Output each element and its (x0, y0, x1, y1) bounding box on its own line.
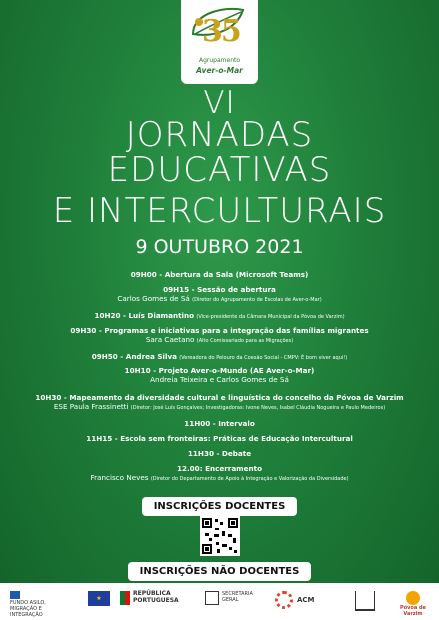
povoa-varzim-logo: Póvoa de Varzim (393, 591, 433, 615)
event-date: 9 OUTUBRO 2021 (135, 236, 304, 258)
logo-number: 35 (202, 14, 240, 49)
republica-portuguesa-logo: REPÚBLICA PORTUGUESA (120, 591, 180, 615)
program-item: 11H00 - Intervalo (184, 419, 255, 428)
sg-icon (205, 591, 219, 605)
program-item: 10H30 - Mapeamento da diversidade cultural e linguística do concelho da Póvoa de Varzim ESE Paula Frassinetti (Diretor: José Luís Gonçalves; Investigadoras: Ivone Neves, Isabel Cláudia Nogueira e Paulo Medeiros) (35, 393, 404, 411)
program-item: 10H10 - Projeto Aver-o-Mundo (AE Aver-o-Mar) Andreia Teixeira e Carlos Gomes de Sá (124, 366, 315, 384)
qr-code-icon[interactable] (200, 516, 240, 556)
program-item: 09H30 - Programas e iniciativas para a integração das famílias migrantes Sara Caetano (Alto Comissariado para as Migrações) (70, 326, 369, 344)
nao-docentes-section (0, 559, 439, 581)
title-line1: VI (203, 85, 236, 121)
rp-red-bar (125, 591, 130, 605)
inscricoes-docentes-button[interactable]: INSCRIÇÕES DOCENTES (142, 497, 298, 516)
fami-logo: FUNDO ASILO, MIGRAÇÃO E INTEGRAÇÃO (10, 591, 62, 615)
povoa-sun-icon (406, 591, 420, 605)
sponsor-footer (0, 583, 439, 620)
school-building-icon (355, 591, 385, 615)
acm-icon (275, 591, 293, 609)
title-line2: JORNADAS (125, 115, 314, 155)
docentes-section (0, 494, 439, 516)
program-item: 09H50 - Andrea Silva (Vereadora do Pelouro da Coesão Social - CMPV: É bom viver aqui!) (91, 352, 348, 361)
program-item: 10H20 - Luís Diamantino (Vice-presidente da Câmara Municipal da Póvoa de Varzim) (94, 311, 345, 320)
program-item: 09H15 - Sessão de abertura Carlos Gomes de Sá (Diretor do Agrupamento de Escolas de Aver-o-Mar) (117, 285, 322, 303)
logo (181, 0, 258, 84)
title-line3: EDUCATIVAS (107, 150, 332, 190)
fami-icon (10, 591, 20, 599)
program-item: 12.00: Encerramento Francisco Neves (Diretor do Departamento de Apoio à Integração e Valorização da Diversidade) (90, 464, 349, 482)
program-item: 11H30 - Debate (187, 449, 252, 458)
title-line4: E INTERCULTURAIS (52, 191, 387, 231)
eu-flag-icon: ★ (88, 591, 114, 615)
logo-line1: Agrupamento (198, 57, 241, 64)
acm-logo: ACM (275, 591, 335, 615)
inscricoes-nao-docentes-button[interactable]: INSCRIÇÕES NÃO DOCENTES (128, 562, 312, 581)
logo-line2: Aver-o-Mar (196, 66, 243, 75)
program-item: 11H15 - Escola sem fronteiras: Práticas de Educação Intercultural (86, 434, 353, 443)
secretaria-geral-logo: SECRETARIA GERAL (205, 591, 261, 615)
program-item: 09H00 - Abertura da Sala (Microsoft Teams) (130, 270, 309, 279)
